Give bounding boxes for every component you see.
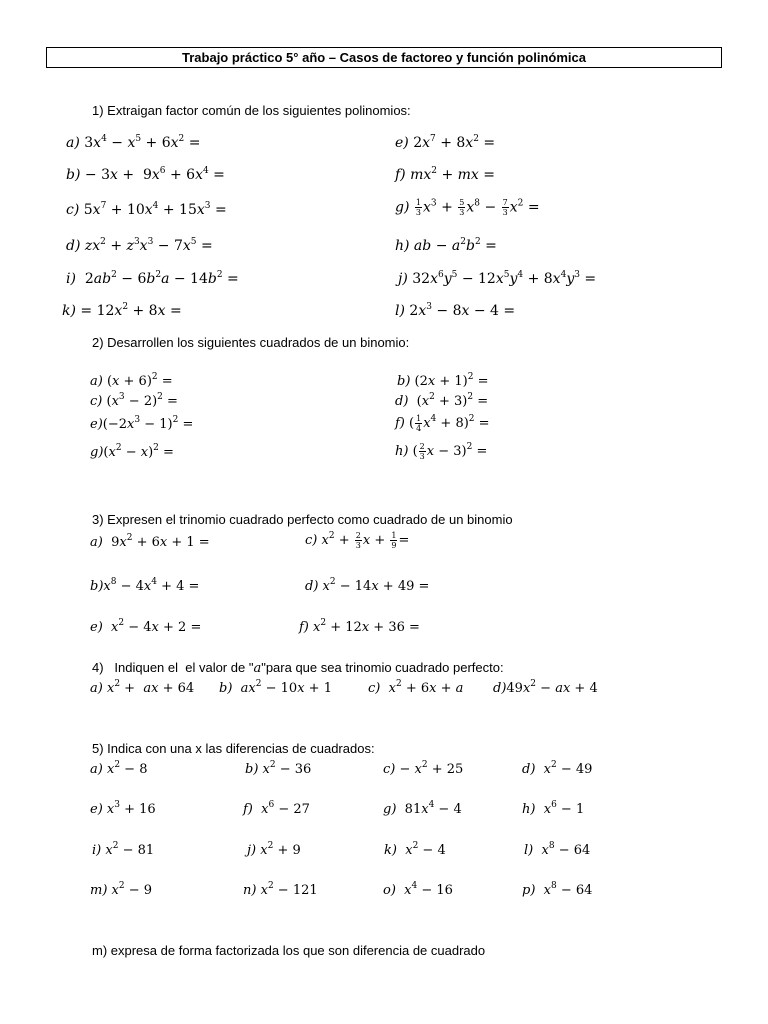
q5-item-h: h) $x^6 - 1$ [522, 800, 585, 817]
q4-item-d: $d)49x^2$ − ax + 4 [493, 679, 598, 696]
q3-heading: 3) Expresen el trinomio cuadrado perfecto como cuadrado de un binomio [92, 512, 513, 527]
document-title: Trabajo práctico 5° año – Casos de factoreo y función polinómica [46, 47, 722, 68]
q4-item-b: b) $ax^2 - 10x + 1$ [219, 679, 332, 696]
q1-item-d: d) $zx^2 + z^3x^3 - 7x^5$ = [66, 237, 213, 254]
q5-item-g: g) $81x^4 - 4$ [383, 800, 462, 817]
q5-item-b: b) $x^2 - 36$ [245, 760, 312, 777]
q2-item-c: c) $(x^3 - 2)^2$ = [90, 392, 178, 409]
q3-item-f: f) $x^2 + 12x + 36$ = [299, 618, 420, 635]
q4-item-c: c) $x^2 + 6x + a$ [368, 679, 464, 696]
q1-item-c: c) $5x^7 + 10x^4 + 15x^3$ = [66, 201, 227, 218]
q3-item-a: a) $9x^2 + 6x + 1$ = [90, 533, 210, 550]
q2-item-f: f) ( $\frac{1}{4}$ $x^4 + 8)^2$ = [395, 414, 490, 433]
q2-item-h: h) ( $\frac{2}{3}$ x − 3)$^2$ = [395, 442, 488, 461]
q1-item-a: a) $3x^4 - x^5 + 6x^2$ = [66, 134, 201, 151]
q2-item-d: d) $(x^2 + 3)^2$ = [395, 392, 489, 409]
q3-item-c: c) $x^2$ + $\frac{2}{3}$ x + $\frac{1}{9}$ = [305, 531, 410, 550]
q5-item-p: p) $x^8 - 64$ [522, 881, 593, 898]
q2-heading: 2) Desarrollen los siguientes cuadrados de un binomio: [92, 335, 410, 350]
final-instruction: m) expresa de forma factorizada los que son diferencia de cuadrado [92, 943, 486, 958]
q1-item-e: e) $2x^7 + 8x^2$ = [395, 134, 496, 151]
q1-item-i: i) $2ab^2 - 6b^2a - 14b^2$ = [66, 270, 239, 287]
q2-item-b: b) $(2x + 1)^2$ = [397, 372, 489, 389]
q5-item-l: l) $x^8 - 64$ [524, 841, 591, 858]
q2-item-e: $e)(-2x^3 - 1)^2$ = [90, 415, 194, 432]
q1-item-h: h) ab − $a^2b^2$ = [395, 237, 497, 254]
q5-item-m: m) $x^2 - 9$ [90, 881, 153, 898]
q3-item-e: e) $x^2 - 4x + 2$ = [90, 618, 202, 635]
q1-heading: 1) Extraigan factor común de los siguientes polinomios: [92, 103, 411, 118]
q4-heading: 4) Indiquen el el valor de "a"para que sea trinomio cuadrado perfecto: [92, 660, 504, 676]
q3-item-b: $b)x^8 - 4x^4 + 4$ = [90, 577, 200, 594]
q5-item-j: j) $x^2 + 9$ [247, 841, 301, 858]
q1-item-f: f) $mx^2$ + mx = [395, 166, 495, 183]
q5-item-n: n) $x^2 - 121$ [243, 881, 318, 898]
q4-item-a: a) $x^2$ + ax + 64 [90, 679, 195, 696]
q5-item-f: f) $x^6 - 27$ [243, 800, 310, 817]
q5-item-e: e) $x^3 + 16$ [90, 800, 156, 817]
q1-item-l: l) $2x^3 - 8x - 4$ = [395, 302, 516, 319]
q1-item-b: $b) - 3x + 9x^6 + 6x^4$ = [66, 166, 225, 183]
q5-item-k: k) $x^2 - 4$ [384, 841, 446, 858]
q3-item-d: d) $x^2 - 14x + 49$ = [305, 577, 430, 594]
q2-item-g: $g)(x^2 - x)^2$ = [90, 443, 174, 460]
q5-item-d: d) $x^2 - 49$ [522, 760, 593, 777]
q2-item-a: a) $(x + 6)^2$ = [90, 372, 173, 389]
q5-heading: 5) Indica con una x las diferencias de cuadrados: [92, 741, 375, 756]
q1-item-k: $k) = 12x^2 + 8x$ = [62, 302, 182, 319]
q5-item-i: i) $x^2 - 81$ [92, 841, 155, 858]
q5-item-a: a) $x^2 - 8$ [90, 760, 148, 777]
q1-item-g: g) $\frac{1}{3}$ $x^3$ + $\frac{5}{3}$ $x^8$ − $\frac{7}{3}$ $x^2$ = [395, 198, 540, 217]
q5-item-c: $c) - x^2 + 25$ [383, 760, 464, 777]
q1-item-j: j) $32x^6y^5 - 12x^5y^4 + 8x^4y^3$ = [398, 270, 597, 287]
q5-item-o: o) $x^4 - 16$ [383, 881, 453, 898]
